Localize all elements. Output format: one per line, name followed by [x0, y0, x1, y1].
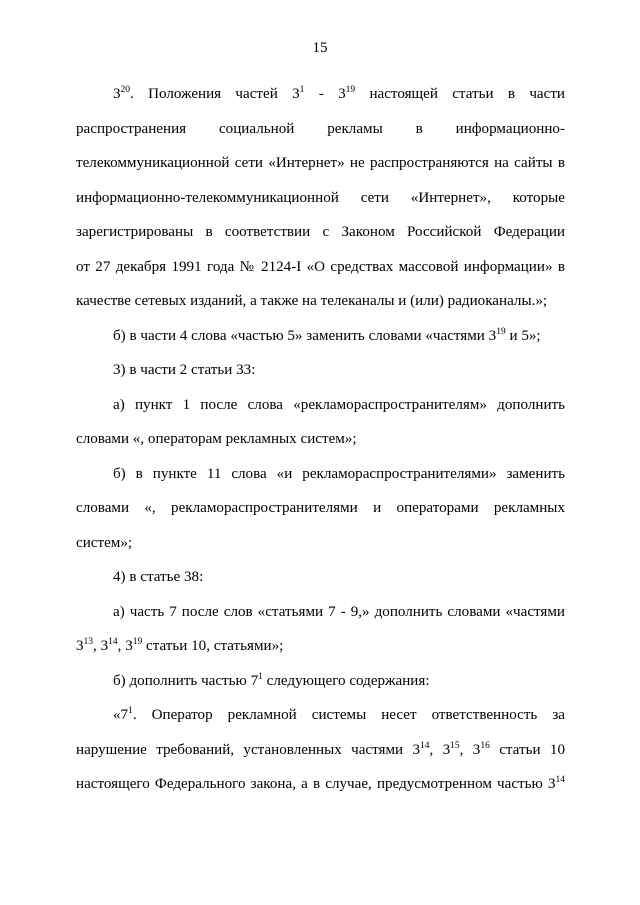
- text-line: [76, 457, 565, 492]
- superscript: 15: [450, 740, 460, 751]
- text-run: , 3: [459, 741, 481, 758]
- text-run: качестве сетевых изданий, а также на телеканалы и (или) радиоканалы.»;: [76, 293, 548, 309]
- text-run: , 3: [429, 741, 451, 758]
- text-run: 3: [113, 86, 121, 102]
- text-run: телекоммуникационной сети «Интернет» не распространяются на сайты в: [76, 155, 565, 171]
- text-line: [76, 112, 565, 147]
- text-run: от 27 декабря 1991 года № 2124-I «О средствах массовой информации» в: [76, 258, 565, 275]
- superscript: 13: [83, 637, 94, 647]
- text-line: [76, 319, 565, 354]
- text-line: [76, 77, 565, 112]
- text-run: а) часть 7 после слов «статьями 7 - 9,» дополнить словами «частями: [113, 603, 565, 620]
- text-line: [76, 560, 565, 595]
- text-run: . Оператор рекламной системы несет ответственность за: [132, 707, 565, 723]
- page-number: 15: [312, 40, 328, 56]
- text-line: [76, 595, 565, 630]
- text-line: [76, 664, 565, 699]
- text-run: нарушение требований, установленных частями 3: [76, 741, 420, 758]
- text-run: настоящей статьи в части: [355, 86, 565, 102]
- paragraph-p4: [76, 388, 565, 457]
- paragraph-p6: [76, 560, 565, 595]
- superscript: 16: [480, 740, 490, 751]
- text-run: следующего содержания:: [262, 672, 430, 689]
- text-line: [76, 284, 565, 319]
- text-run: и 5»;: [505, 327, 541, 344]
- paragraph-p7: [76, 595, 565, 664]
- text-run: б) в пункте 11 слова «и рекламораспространителями» заменить: [113, 465, 565, 482]
- superscript: 1: [299, 85, 305, 95]
- paragraph-p2: [76, 319, 565, 354]
- text-line: [76, 767, 565, 802]
- paragraph-p8: [76, 664, 565, 699]
- text-line: [76, 733, 565, 768]
- text-run: - 3: [304, 86, 346, 102]
- text-run: словами «, рекламораспространителями и операторами рекламных: [76, 500, 565, 516]
- text-line: [76, 146, 565, 181]
- paragraph-p3: [76, 353, 565, 388]
- text-run: распространения социальной рекламы в информационно-: [76, 120, 565, 137]
- text-run: статьи 10: [489, 741, 565, 758]
- superscript: 14: [420, 740, 430, 751]
- text-run: 4) в статье 38:: [113, 569, 204, 585]
- text-run: 3) в части 2 статьи 33:: [113, 362, 256, 378]
- superscript: 20: [120, 85, 131, 95]
- text-run: б) в части 4 слова «частью 5» заменить словами «частями 3: [113, 327, 497, 344]
- text-line: [76, 698, 565, 733]
- text-line: [76, 491, 565, 526]
- text-run: зарегистрированы в соответствии с Законом Российской Федерации: [76, 224, 565, 240]
- text-run: а) пункт 1 после слова «рекламораспространителям» дополнить: [113, 396, 565, 413]
- superscript: 19: [345, 85, 356, 95]
- text-run: б) дополнить частью 7: [113, 672, 259, 689]
- paragraph-p1: [76, 77, 565, 319]
- superscript: 1: [258, 671, 263, 682]
- paragraph-p5: [76, 457, 565, 561]
- text-line: [76, 388, 565, 423]
- text-run: настоящего Федерального закона, а в случае, предусмотренном частью 3: [76, 776, 556, 792]
- text-run: , 3: [117, 638, 133, 654]
- text-run: 3: [76, 638, 84, 654]
- text-run: систем»;: [76, 534, 133, 551]
- superscript: 14: [108, 637, 118, 647]
- text-line: [76, 422, 565, 457]
- text-run: словами «, операторам рекламных систем»;: [76, 431, 357, 447]
- paragraph-p9: [76, 698, 565, 802]
- superscript: 14: [555, 775, 565, 785]
- text-line: [76, 250, 565, 285]
- text-run: , 3: [93, 638, 109, 654]
- text-line: [76, 353, 565, 388]
- text-run: . Положения частей 3: [130, 86, 300, 102]
- superscript: 19: [132, 637, 143, 647]
- text-line: [76, 215, 565, 250]
- text-run: статьи 10, статьями»;: [142, 638, 284, 654]
- superscript: 19: [496, 326, 506, 337]
- text-line: [76, 526, 565, 561]
- text-run: информационно-телекоммуникационной сети «Интернет», которые: [76, 189, 565, 206]
- document-body: [76, 77, 565, 802]
- text-line: [76, 629, 565, 664]
- text-line: [76, 181, 565, 216]
- text-run: «7: [113, 707, 129, 723]
- superscript: 1: [128, 706, 133, 716]
